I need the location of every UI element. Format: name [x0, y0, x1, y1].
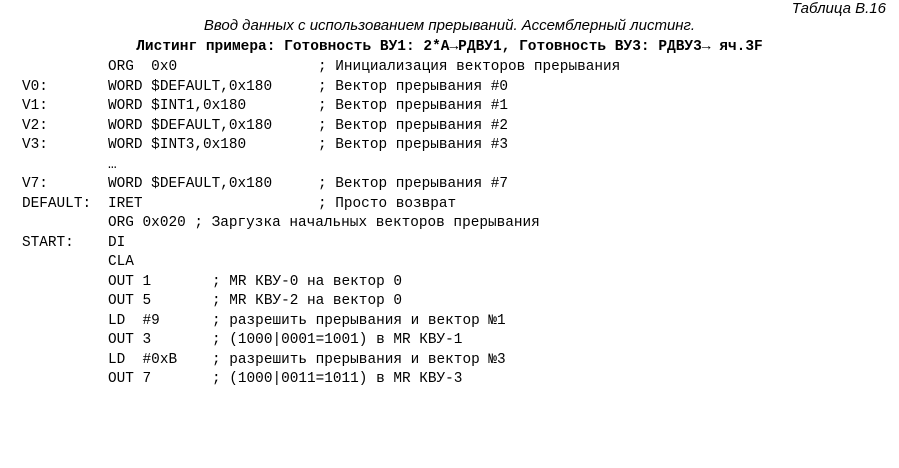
code-line: [22, 175, 508, 195]
line-instruction: CLA: [108, 254, 134, 270]
line-instruction: OUT 7: [108, 371, 152, 387]
line-comment: ; (1000|0001=1001) в MR КВУ-1: [212, 332, 463, 348]
line-comment: ; Инициализация векторов прерывания: [318, 59, 621, 75]
line-comment: ; разрешить прерывания и вектор №3: [212, 351, 506, 368]
code-listing: [22, 58, 621, 390]
code-line: [22, 234, 126, 254]
line-instruction: WORD $INT1,0x180: [108, 98, 247, 114]
line-instruction: WORD $INT3,0x180: [108, 137, 247, 153]
line-instruction: WORD $DEFAULT,0x180: [108, 117, 273, 134]
table-caption: Ввод данных с использованием прерываний. Ассемблерный листинг.: [203, 17, 696, 34]
code-line: [22, 370, 463, 390]
line-label: V7:: [22, 176, 48, 192]
line-comment: ; Вектор прерывания #1: [318, 98, 508, 114]
code-line: [22, 195, 457, 215]
line-instruction: LD #9: [108, 312, 160, 329]
line-comment: ; MR КВУ-2 на вектор 0: [212, 293, 402, 309]
line-instruction: OUT 1: [108, 273, 152, 290]
line-label: START:: [22, 234, 74, 251]
line-instruction: OUT 5: [108, 293, 152, 309]
line-label: V3:: [22, 137, 48, 153]
line-comment: ; Вектор прерывания #2: [318, 117, 508, 134]
line-instruction: ORG 0x0: [108, 59, 178, 75]
line-instruction: LD #0xB: [108, 351, 178, 368]
code-line: [22, 58, 621, 78]
line-comment: ; разрешить прерывания и вектор №1: [212, 312, 506, 329]
line-instruction: DI: [108, 234, 126, 251]
line-comment: ; Вектор прерывания #0: [318, 78, 508, 95]
code-line: [22, 351, 506, 371]
code-line: [22, 117, 508, 137]
code-line: [22, 273, 402, 293]
line-instruction: ORG 0x020 ; Заргузка начальных векторов прерывания: [108, 215, 540, 231]
code-line: [22, 78, 508, 98]
code-line: [22, 253, 134, 273]
line-instruction: …: [108, 156, 117, 173]
line-comment: ; MR КВУ-0 на вектор 0: [212, 273, 402, 290]
line-comment: ; Просто возврат: [318, 195, 457, 212]
line-instruction: WORD $DEFAULT,0x180: [108, 78, 273, 95]
code-line: [22, 97, 508, 117]
code-line: [22, 292, 402, 312]
code-line: [22, 156, 117, 176]
line-label: V1:: [22, 98, 48, 114]
code-line: [22, 331, 463, 351]
line-comment: ; (1000|0011=1011) в MR КВУ-3: [212, 371, 463, 387]
line-label: V2:: [22, 117, 48, 134]
table-number: Таблица В.16: [791, 0, 886, 17]
line-comment: ; Вектор прерывания #3: [318, 137, 508, 153]
line-instruction: OUT 3: [108, 332, 152, 348]
code-line: [22, 214, 540, 234]
line-label: V0:: [22, 78, 48, 95]
line-instruction: IRET: [108, 195, 143, 212]
code-line: [22, 136, 508, 156]
line-label: DEFAULT:: [22, 195, 92, 212]
line-instruction: WORD $DEFAULT,0x180: [108, 176, 273, 192]
line-comment: ; Вектор прерывания #7: [318, 176, 508, 192]
listing-title: Листинг примера: Готовность ВУ1: 2*А→РДВУ1, Готовность ВУ3: РДВУ3→ яч.3F: [136, 39, 763, 55]
code-line: [22, 312, 506, 332]
